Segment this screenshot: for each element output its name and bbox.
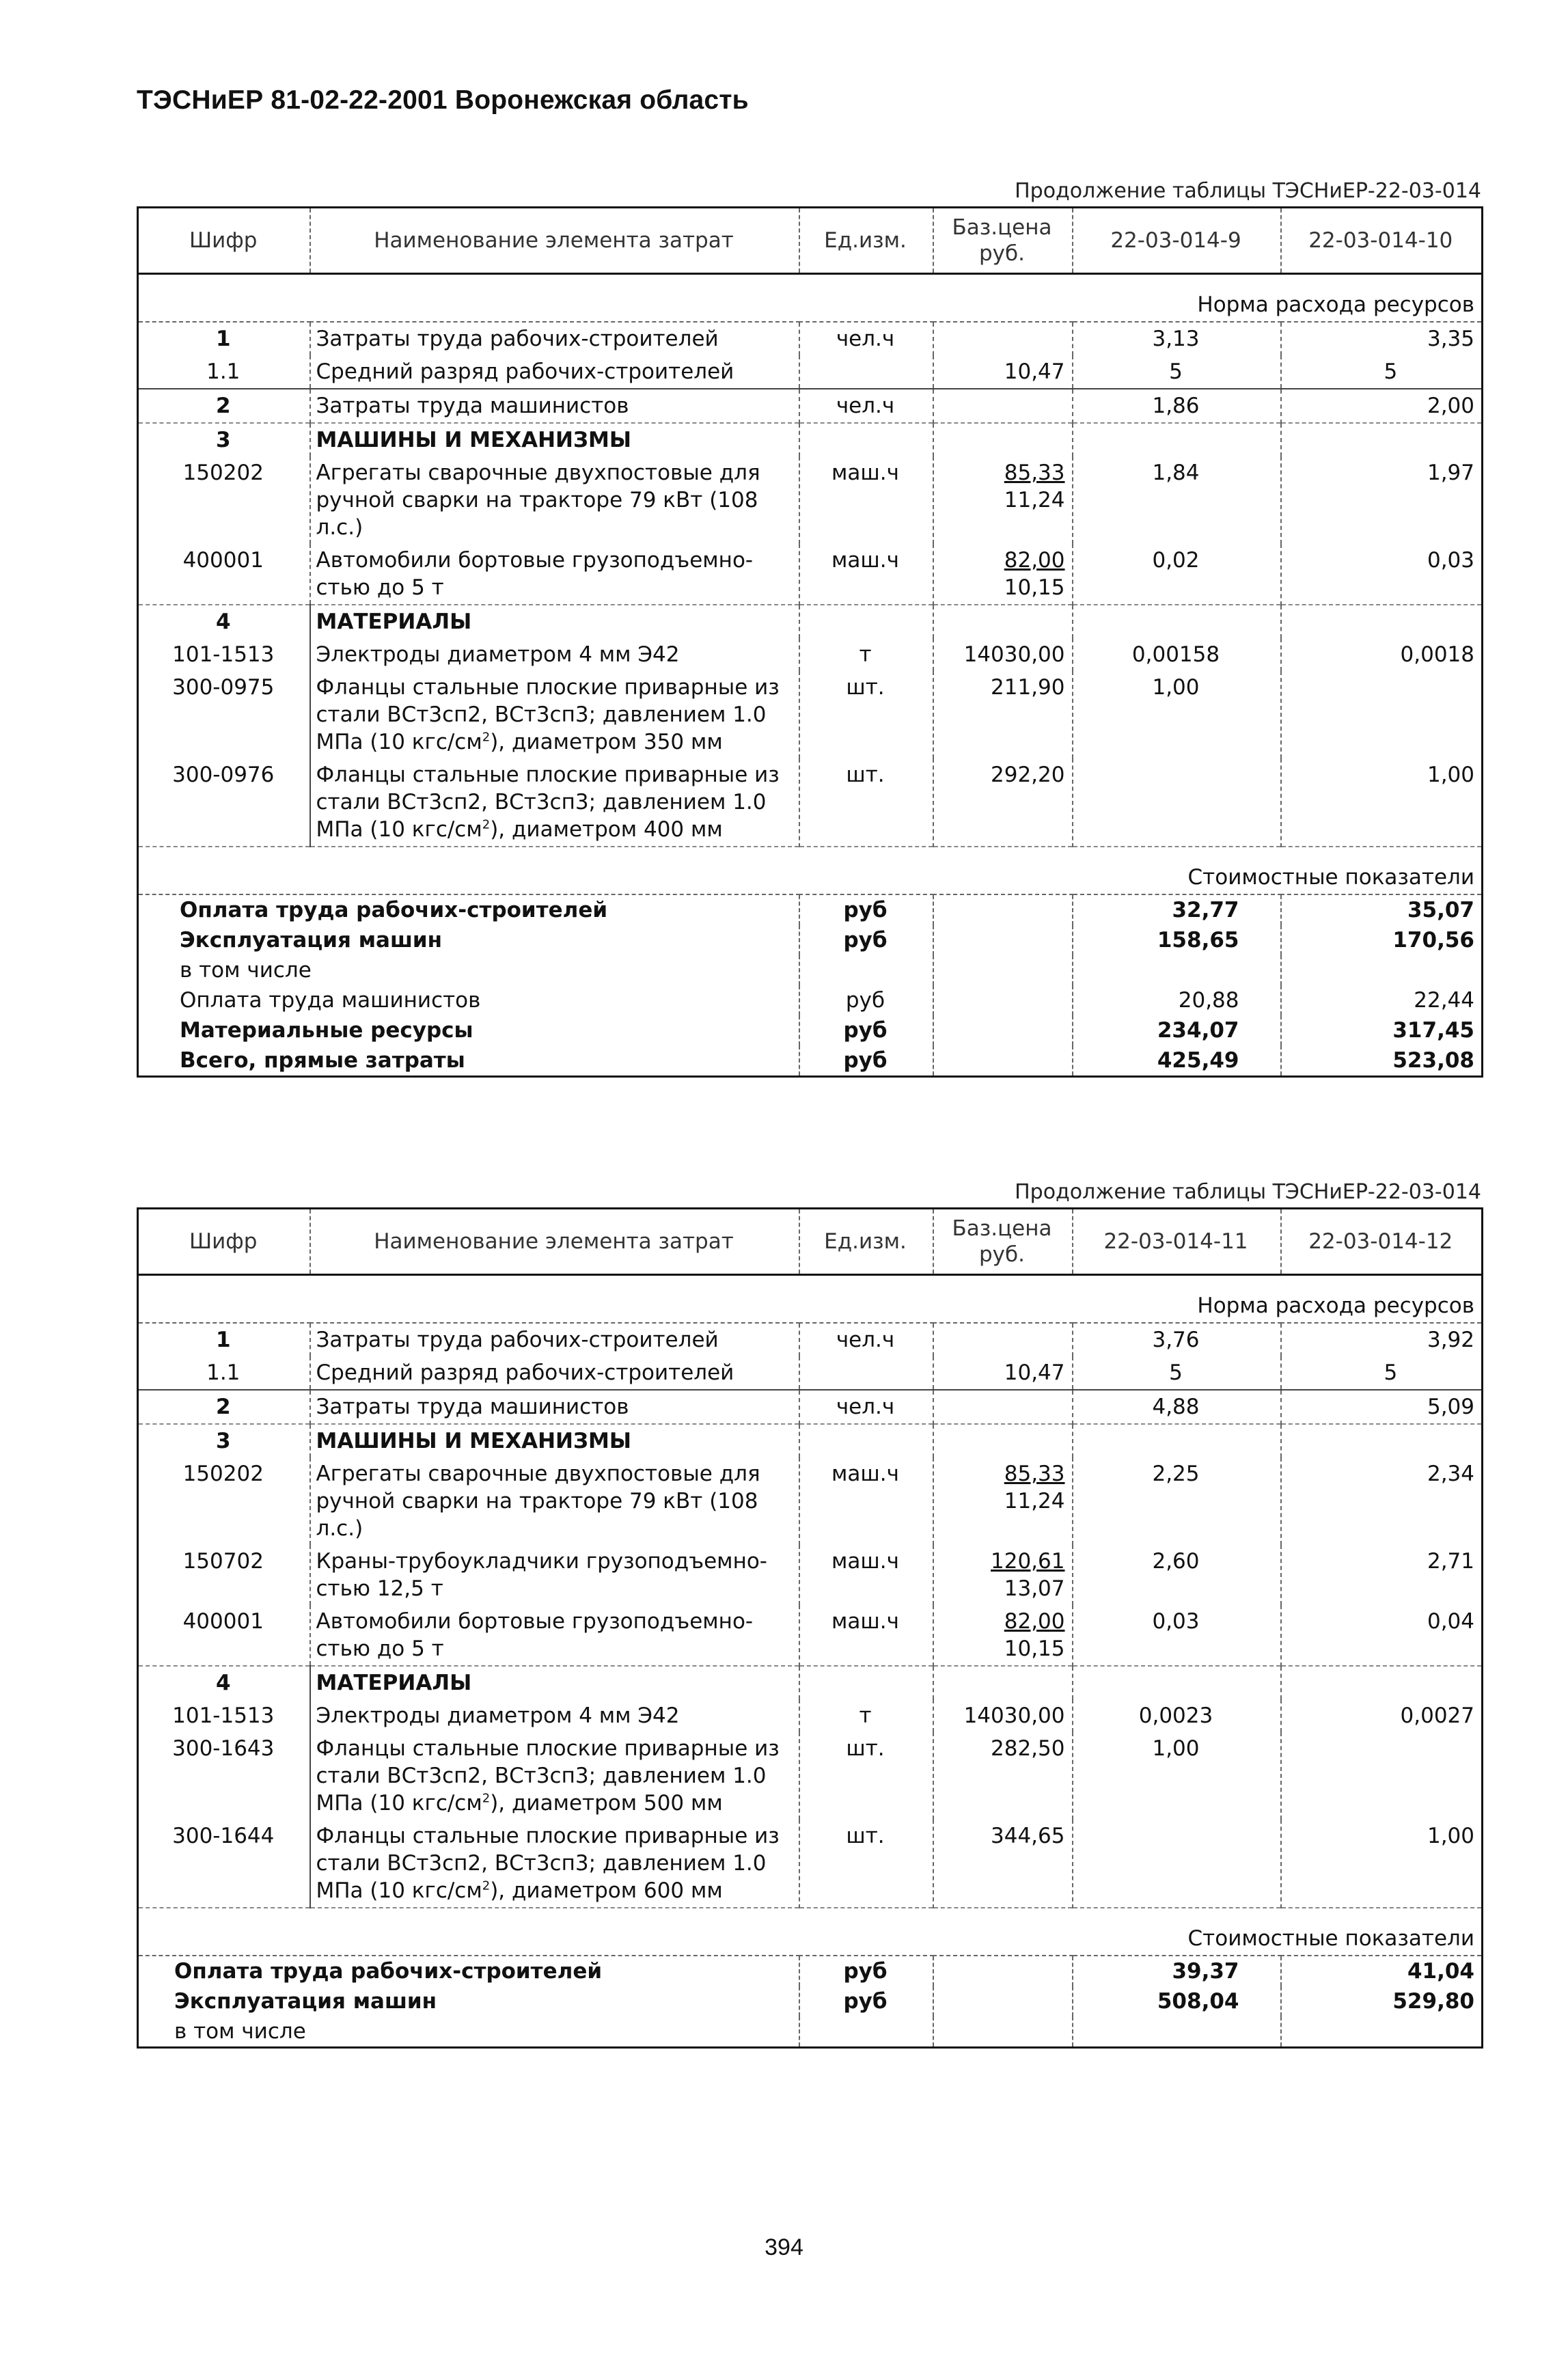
table-row bbox=[138, 355, 1483, 389]
total-value-a: 234,07 bbox=[1073, 1015, 1281, 1045]
total-value-b: 529,80 bbox=[1281, 1986, 1483, 2016]
row-value-b: 2,34 bbox=[1281, 1457, 1483, 1545]
total-row bbox=[138, 1986, 1483, 2016]
row-price-labor: 13,07 bbox=[1004, 1576, 1065, 1601]
row-value-a: 3,13 bbox=[1073, 322, 1281, 355]
row-name: Агрегаты сварочные двухпостовые для ручной сварки на тракторе 79 кВт (108 л.с.) bbox=[310, 1457, 799, 1545]
total-value-b: 170,56 bbox=[1281, 925, 1483, 955]
total-label: Оплата труда рабочих-строителей bbox=[180, 898, 608, 922]
header-col-b: 22-03-014-10 bbox=[1281, 208, 1483, 274]
row-price: 85,33 bbox=[1004, 1462, 1065, 1486]
total-row bbox=[138, 1015, 1483, 1045]
row-price: 211,90 bbox=[933, 671, 1073, 758]
table-row bbox=[138, 1390, 1483, 1424]
row-value-a: 2,60 bbox=[1073, 1545, 1281, 1605]
header-unit: Ед.изм. bbox=[799, 1209, 933, 1275]
row-price: 292,20 bbox=[933, 758, 1073, 847]
row-value-a: 0,03 bbox=[1073, 1605, 1281, 1666]
total-row bbox=[138, 985, 1483, 1015]
table-row bbox=[138, 456, 1483, 544]
row-code: 2 bbox=[138, 389, 310, 423]
row-value-b: 5 bbox=[1281, 1356, 1483, 1390]
total-unit: руб bbox=[799, 1986, 933, 2016]
table-row bbox=[138, 1356, 1483, 1390]
row-name: Средний разряд рабочих-строителей bbox=[310, 355, 799, 389]
row-value-a: 1,00 bbox=[1073, 1732, 1281, 1820]
total-value-a: 39,37 bbox=[1073, 1956, 1281, 1986]
cost-label-row bbox=[138, 1922, 1483, 1956]
table-row bbox=[138, 1545, 1483, 1605]
row-code: 101-1513 bbox=[172, 1703, 275, 1728]
header-price: Баз.цена руб. bbox=[933, 208, 1073, 274]
row-code: 150702 bbox=[182, 1549, 264, 1574]
row-code: 300-1644 bbox=[172, 1824, 275, 1848]
row-name: Краны-трубоукладчики грузоподъемно-стью 12,5 т bbox=[310, 1545, 799, 1605]
row-value-b: 2,71 bbox=[1281, 1545, 1483, 1605]
row-unit: т bbox=[799, 638, 933, 671]
cost-label-row bbox=[138, 861, 1483, 894]
row-name: Затраты труда рабочих-строителей bbox=[310, 322, 799, 355]
row-price: 82,00 bbox=[1004, 548, 1065, 573]
section-row bbox=[138, 605, 1483, 638]
row-price: 10,47 bbox=[933, 1356, 1073, 1390]
total-row bbox=[138, 1956, 1483, 1986]
row-price: 14030,00 bbox=[933, 1699, 1073, 1732]
header-unit: Ед.изм. bbox=[799, 208, 933, 274]
row-price-labor: 10,15 bbox=[1004, 575, 1065, 600]
row-unit: маш.ч bbox=[799, 544, 933, 605]
row-code: 300-0976 bbox=[172, 763, 275, 787]
header-name: Наименование элемента затрат bbox=[310, 1209, 799, 1275]
row-unit: маш.ч bbox=[799, 456, 933, 544]
total-unit: руб bbox=[799, 985, 933, 1015]
row-unit: маш.ч bbox=[799, 1545, 933, 1605]
section-title: МАТЕРИАЛЫ bbox=[310, 1666, 799, 1699]
header-code: Шифр bbox=[138, 1209, 310, 1275]
table-header-row bbox=[138, 1209, 1483, 1275]
row-code: 400001 bbox=[182, 1609, 264, 1634]
total-label: в том числе bbox=[180, 958, 312, 983]
row-value-b: 3,35 bbox=[1281, 322, 1483, 355]
row-price: 282,50 bbox=[933, 1732, 1073, 1820]
total-value-a: 158,65 bbox=[1073, 925, 1281, 955]
document-title: ТЭСНиЕР 81-02-22-2001 Воронежская область bbox=[137, 85, 749, 115]
row-code: 1.1 bbox=[206, 359, 240, 384]
row-value-a: 1,86 bbox=[1073, 389, 1281, 423]
row-price: 120,61 bbox=[991, 1549, 1065, 1574]
row-value-b: 1,00 bbox=[1281, 1820, 1483, 1908]
row-code: 1 bbox=[215, 1328, 231, 1352]
norma-label: Норма расхода ресурсов bbox=[1073, 1289, 1483, 1323]
row-value-a: 3,76 bbox=[1073, 1323, 1281, 1356]
total-unit: руб bbox=[799, 925, 933, 955]
row-price-labor: 11,24 bbox=[1004, 488, 1065, 512]
section-title: МАТЕРИАЛЫ bbox=[310, 605, 799, 638]
row-value-a: 0,0023 bbox=[1073, 1699, 1281, 1732]
row-value-b: 0,0018 bbox=[1281, 638, 1483, 671]
row-value-b bbox=[1281, 1732, 1483, 1820]
table-row bbox=[138, 1457, 1483, 1545]
row-value-a: 1,00 bbox=[1073, 671, 1281, 758]
row-value-b: 5 bbox=[1281, 355, 1483, 389]
norma-row bbox=[138, 288, 1483, 322]
row-name: Фланцы стальные плоские приварные из стали ВСт3сп2, ВСт3сп3; давлением 1.0 МПа (10 кгс/$см^2$), диаметром 500 мм bbox=[310, 1732, 799, 1820]
row-value-a: 0,02 bbox=[1073, 544, 1281, 605]
row-value-b: 0,03 bbox=[1281, 544, 1483, 605]
continuation-label-1: Продолжение таблицы ТЭСНиЕР-22-03-014 bbox=[1015, 179, 1481, 203]
row-unit: маш.ч bbox=[799, 1457, 933, 1545]
row-value-a bbox=[1073, 758, 1281, 847]
row-code: 4 bbox=[138, 605, 310, 638]
total-value-a: 20,88 bbox=[1073, 985, 1281, 1015]
table-row bbox=[138, 1820, 1483, 1908]
header-col-b: 22-03-014-12 bbox=[1281, 1209, 1483, 1275]
row-unit: шт. bbox=[799, 1732, 933, 1820]
row-unit: т bbox=[799, 1699, 933, 1732]
total-row bbox=[138, 925, 1483, 955]
norma-row bbox=[138, 1289, 1483, 1323]
continuation-label-2: Продолжение таблицы ТЭСНиЕР-22-03-014 bbox=[1015, 1180, 1481, 1204]
row-code: 300-1643 bbox=[172, 1736, 275, 1761]
row-name: Автомобили бортовые грузоподъемно-стью до 5 т bbox=[310, 544, 799, 605]
row-code: 3 bbox=[138, 423, 310, 456]
row-unit: шт. bbox=[799, 1820, 933, 1908]
row-value-a: 0,00158 bbox=[1073, 638, 1281, 671]
row-value-b: 0,04 bbox=[1281, 1605, 1483, 1666]
section-row bbox=[138, 1424, 1483, 1457]
resource-table-1 bbox=[137, 206, 1483, 1078]
row-code: 400001 bbox=[182, 548, 264, 573]
row-value-a: 5 bbox=[1073, 1356, 1281, 1390]
row-price: 85,33 bbox=[1004, 461, 1065, 485]
header-col-a: 22-03-014-9 bbox=[1073, 208, 1281, 274]
total-label: Эксплуатация машин bbox=[174, 1989, 437, 2014]
table-header-row bbox=[138, 208, 1483, 274]
section-row bbox=[138, 423, 1483, 456]
row-unit: чел.ч bbox=[799, 322, 933, 355]
row-code: 101-1513 bbox=[172, 642, 275, 667]
row-unit: шт. bbox=[799, 671, 933, 758]
page-number: 394 bbox=[765, 2234, 803, 2260]
row-code: 1 bbox=[215, 327, 231, 351]
total-unit: руб bbox=[799, 1045, 933, 1077]
section-title: МАШИНЫ И МЕХАНИЗМЫ bbox=[310, 1424, 799, 1457]
row-unit: чел.ч bbox=[799, 1323, 933, 1356]
total-unit: руб bbox=[799, 1956, 933, 1986]
total-value-b: 317,45 bbox=[1281, 1015, 1483, 1045]
row-name: Фланцы стальные плоские приварные из стали ВСт3сп2, ВСт3сп3; давлением 1.0 МПа (10 кгс/$см^2$), диаметром 350 мм bbox=[310, 671, 799, 758]
row-value-a bbox=[1073, 1820, 1281, 1908]
row-value-a: 5 bbox=[1073, 355, 1281, 389]
total-value-a: 425,49 bbox=[1073, 1045, 1281, 1077]
table-row bbox=[138, 1699, 1483, 1732]
row-name: Фланцы стальные плоские приварные из стали ВСт3сп2, ВСт3сп3; давлением 1.0 МПа (10 кгс/$см^2$), диаметром 600 мм bbox=[310, 1820, 799, 1908]
total-label: Оплата труда рабочих-строителей bbox=[174, 1959, 603, 1984]
total-row bbox=[138, 2016, 1483, 2048]
row-name: Электроды диаметром 4 мм Э42 bbox=[310, 1699, 799, 1732]
total-row bbox=[138, 894, 1483, 925]
row-value-b: 3,92 bbox=[1281, 1323, 1483, 1356]
row-name: Затраты труда машинистов bbox=[310, 389, 799, 423]
header-name: Наименование элемента затрат bbox=[310, 208, 799, 274]
row-code: 150202 bbox=[182, 461, 264, 485]
header-col-a: 22-03-014-11 bbox=[1073, 1209, 1281, 1275]
row-code: 4 bbox=[138, 1666, 310, 1699]
total-value-b: 523,08 bbox=[1281, 1045, 1483, 1077]
row-value-b: 2,00 bbox=[1281, 389, 1483, 423]
row-value-a: 1,84 bbox=[1073, 456, 1281, 544]
row-code: 1.1 bbox=[206, 1360, 240, 1385]
norma-label: Норма расхода ресурсов bbox=[1073, 288, 1483, 322]
total-value-b: 41,04 bbox=[1281, 1956, 1483, 1986]
row-value-b: 1,97 bbox=[1281, 456, 1483, 544]
section-row bbox=[138, 1666, 1483, 1699]
row-code: 150202 bbox=[182, 1462, 264, 1486]
total-value-b: 35,07 bbox=[1281, 894, 1483, 925]
table-row bbox=[138, 389, 1483, 423]
table-row bbox=[138, 322, 1483, 355]
row-code: 3 bbox=[138, 1424, 310, 1457]
total-label: Материальные ресурсы bbox=[180, 1018, 473, 1043]
row-unit: шт. bbox=[799, 758, 933, 847]
total-value-a: 32,77 bbox=[1073, 894, 1281, 925]
total-label: в том числе bbox=[174, 2019, 306, 2044]
header-code: Шифр bbox=[138, 208, 310, 274]
row-unit: маш.ч bbox=[799, 1605, 933, 1666]
table-row bbox=[138, 638, 1483, 671]
table-row bbox=[138, 1323, 1483, 1356]
row-name: Фланцы стальные плоские приварные из стали ВСт3сп2, ВСт3сп3; давлением 1.0 МПа (10 кгс/$см^2$), диаметром 400 мм bbox=[310, 758, 799, 847]
total-row bbox=[138, 955, 1483, 985]
row-name: Средний разряд рабочих-строителей bbox=[310, 1356, 799, 1390]
row-price: 82,00 bbox=[1004, 1609, 1065, 1634]
row-price: 344,65 bbox=[933, 1820, 1073, 1908]
row-value-a: 4,88 bbox=[1073, 1390, 1281, 1424]
row-name: Агрегаты сварочные двухпостовые для ручной сварки на тракторе 79 кВт (108 л.с.) bbox=[310, 456, 799, 544]
row-code: 2 bbox=[138, 1390, 310, 1424]
row-value-a: 2,25 bbox=[1073, 1457, 1281, 1545]
section-title: МАШИНЫ И МЕХАНИЗМЫ bbox=[310, 423, 799, 456]
row-unit: чел.ч bbox=[799, 1390, 933, 1424]
row-price-labor: 10,15 bbox=[1004, 1636, 1065, 1661]
header-price: Баз.цена руб. bbox=[933, 1209, 1073, 1275]
row-value-b: 5,09 bbox=[1281, 1390, 1483, 1424]
total-label: Эксплуатация машин bbox=[180, 928, 443, 953]
table-row bbox=[138, 671, 1483, 758]
row-value-b: 0,0027 bbox=[1281, 1699, 1483, 1732]
table-row bbox=[138, 758, 1483, 847]
row-name: Электроды диаметром 4 мм Э42 bbox=[310, 638, 799, 671]
resource-table-2 bbox=[137, 1207, 1483, 2049]
row-unit: чел.ч bbox=[799, 389, 933, 423]
total-label: Всего, прямые затраты bbox=[180, 1048, 465, 1073]
row-value-b: 1,00 bbox=[1281, 758, 1483, 847]
table-row bbox=[138, 1605, 1483, 1666]
table-row bbox=[138, 1732, 1483, 1820]
cost-label: Стоимостные показатели bbox=[1073, 1922, 1483, 1956]
row-price: 14030,00 bbox=[933, 638, 1073, 671]
total-unit: руб bbox=[799, 894, 933, 925]
total-value-a: 508,04 bbox=[1073, 1986, 1281, 2016]
row-code: 300-0975 bbox=[172, 675, 275, 700]
total-label: Оплата труда машинистов bbox=[180, 988, 481, 1013]
row-price-labor: 11,24 bbox=[1004, 1489, 1065, 1513]
row-value-b bbox=[1281, 671, 1483, 758]
cost-label: Стоимостные показатели bbox=[1073, 861, 1483, 894]
row-name: Затраты труда машинистов bbox=[310, 1390, 799, 1424]
total-row bbox=[138, 1045, 1483, 1077]
row-price: 10,47 bbox=[933, 355, 1073, 389]
table-row bbox=[138, 544, 1483, 605]
total-unit: руб bbox=[799, 1015, 933, 1045]
total-value-b: 22,44 bbox=[1281, 985, 1483, 1015]
row-name: Затраты труда рабочих-строителей bbox=[310, 1323, 799, 1356]
row-name: Автомобили бортовые грузоподъемно-стью до 5 т bbox=[310, 1605, 799, 1666]
